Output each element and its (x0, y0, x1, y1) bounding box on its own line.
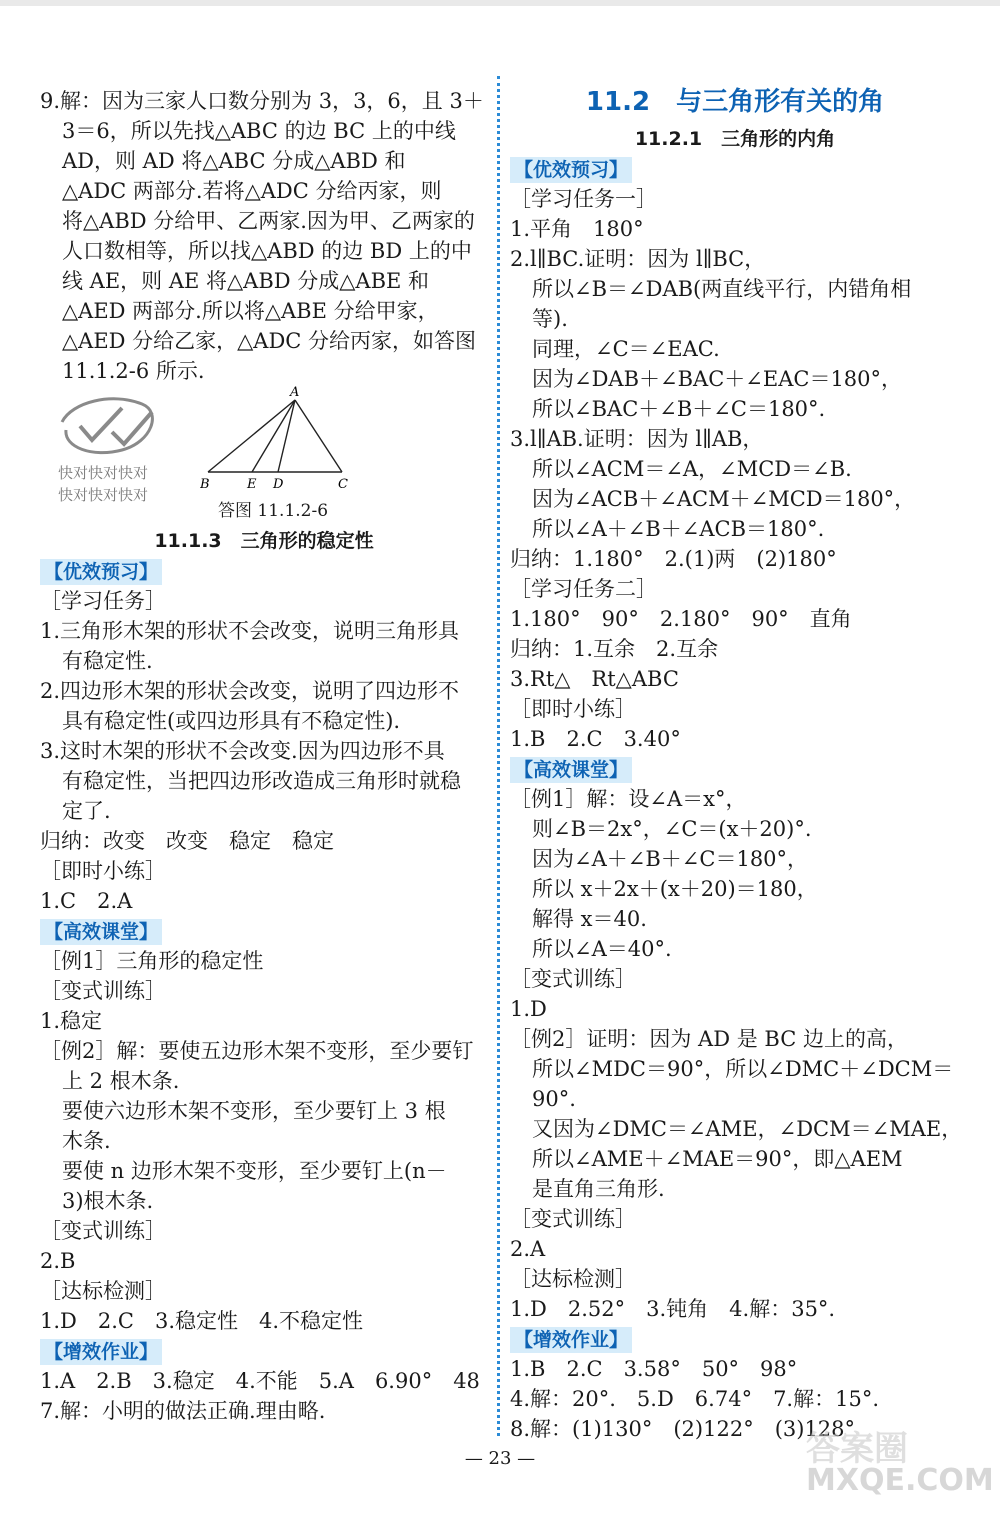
answer-line: ［学习任务一］ (510, 187, 657, 211)
vertex-label-d: D (273, 477, 284, 492)
page-number: — 23 — (464, 1448, 536, 1469)
answer-line: 1.D 2.52° 3.钝角 4.解：35°. (510, 1297, 836, 1321)
section-label-row (510, 1324, 960, 1354)
section-subheading: 11.1.3 三角形的稳定性 (154, 530, 374, 552)
section-label-row (40, 556, 488, 586)
answer-line: 归纳：1.180° 2.(1)两 (2)180° (510, 547, 837, 571)
left-answers (40, 556, 488, 1426)
section-label: 【高效课堂】 (510, 757, 632, 783)
answer-continuation: 定了. (62, 799, 111, 823)
answer-continuation: 因为∠A＋∠B＋∠C＝180°， (532, 847, 809, 871)
answer-line: ［例2］解：要使五边形木架不变形，至少要钉 (40, 1039, 474, 1063)
section-label-row (40, 1336, 488, 1366)
triangle-diagram (200, 386, 360, 494)
section-label: 【优效预习】 (510, 157, 632, 183)
answer-continuation: 所以∠A＝40°. (532, 937, 672, 961)
text-line: 线 AE，则 AE 将△ABD 分成△ABE 和 (62, 269, 430, 293)
answer-line: ［学习任务］ (40, 589, 166, 613)
answer-continuation: 则∠B＝2x°，∠C＝(x＋20)°. (532, 817, 812, 841)
answer-line: 3.这时木架的形状不会改变.因为四边形不具 (40, 739, 445, 763)
answer-continuation: 所以 x＋2x＋(x＋20)＝180， (532, 877, 818, 901)
answer-line: ［例1］三角形的稳定性 (40, 949, 264, 973)
column-divider (497, 76, 500, 1436)
text-line: 将△ABD 分给甲、乙两家.因为甲、乙两家的 (62, 209, 475, 233)
watermark (806, 1421, 994, 1501)
stamp-check-icon (52, 392, 172, 462)
answer-continuation: 所以∠A＋∠B＋∠ACB＝180°. (532, 517, 825, 541)
answer-line: 3.l∥AB.证明：因为 l∥AB， (510, 427, 764, 451)
vertex-label-a: A (290, 386, 300, 400)
answer-figure (40, 386, 488, 526)
text-line: △ADC 两部分.若将△ADC 分给丙家，则 (62, 179, 442, 203)
figure-caption: 答图 11.1.2-6 (218, 501, 329, 521)
answer-line: 1.D (510, 997, 547, 1021)
answer-line: 归纳：改变 改变 稳定 稳定 (40, 829, 334, 853)
scan-top-edge (0, 0, 1000, 6)
answer-line: 归纳：1.互余 2.互余 (510, 637, 719, 661)
text-line: △AED 分给乙家，△ADC 分给丙家，如答图 (62, 329, 477, 353)
answer-continuation: 因为∠DAB＋∠BAC＋∠EAC＝180°， (532, 367, 903, 391)
answer-continuation: 同理，∠C＝∠EAC. (532, 337, 720, 361)
answer-line: ［变式训练］ (510, 1207, 636, 1231)
answer-line: 1.三角形木架的形状不会改变，说明三角形具 (40, 619, 460, 643)
answer-line: 1.D 2.C 3.稳定性 4.不稳定性 (40, 1309, 364, 1333)
answer-continuation: 又因为∠DMC＝∠AME，∠DCM＝∠MAE， (532, 1117, 963, 1141)
section-label-row (510, 754, 960, 784)
answer-line: 1.B 2.C 3.58° 50° 98° (510, 1357, 798, 1381)
text-line: 9.解：因为三家人口数分别为 3，3，6，且 3＋ (40, 89, 484, 113)
answer-line: ［即时小练］ (510, 697, 636, 721)
answer-line: ［达标检测］ (510, 1267, 636, 1291)
stamp-line: 快对快对快对 (58, 486, 149, 504)
answer-line: 1.B 2.C 3.40° (510, 727, 681, 751)
watermark-url: MXQE.COM (806, 1463, 994, 1498)
answer-line: ［变式训练］ (40, 1219, 166, 1243)
answer-continuation: 等). (532, 307, 568, 331)
text-line: 11.1.2-6 所示. (62, 359, 205, 383)
left-column (40, 86, 488, 1426)
answer-line: ［即时小练］ (40, 859, 166, 883)
answer-line: 1.180° 90° 2.180° 90° 直角 (510, 607, 852, 631)
answer-line: ［达标检测］ (40, 1279, 166, 1303)
answer-continuation: 所以∠AME＋∠MAE＝90°，即△AEM (532, 1147, 903, 1171)
answer-line: 2.B (40, 1249, 76, 1273)
answer-line: 4.解：20°. 5.D 6.74° 7.解：15°. (510, 1387, 879, 1411)
answer-line: 1.C 2.A (40, 889, 133, 913)
answer-continuation: 是直角三角形. (532, 1177, 665, 1201)
answer-continuation: 有稳定性，当把四边形改造成三角形时就稳 (62, 769, 461, 793)
answer-line: ［例1］解：设∠A＝x°， (510, 787, 747, 811)
answer-continuation: 所以∠BAC＋∠B＋∠C＝180°. (532, 397, 826, 421)
answer-continuation: 所以∠ACM＝∠A，∠MCD＝∠B. (532, 457, 852, 481)
answer-continuation: 上 2 根木条. (62, 1069, 180, 1093)
vertex-label-c: C (338, 477, 348, 492)
answer-line: ［例2］证明：因为 AD 是 BC 边上的高， (510, 1027, 908, 1051)
problem-9-solution (40, 86, 488, 386)
answer-continuation: 具有稳定性(或四边形具有不稳定性). (62, 709, 401, 733)
vertex-label-b: B (200, 477, 210, 492)
answer-continuation: 所以∠MDC＝90°，所以∠DMC＋∠DCM＝ (532, 1057, 954, 1081)
section-label: 【增效作业】 (40, 1339, 162, 1365)
section-label: 【高效课堂】 (40, 919, 162, 945)
answer-line: 1.稳定 (40, 1009, 103, 1033)
section-label-row (510, 154, 960, 184)
stamp-line: 快对快对快对 (58, 464, 149, 482)
answer-continuation: 解得 x＝40. (532, 907, 647, 931)
answer-continuation: 木条. (62, 1129, 111, 1153)
answer-line: ［学习任务二］ (510, 577, 657, 601)
section-label: 【优效预习】 (40, 559, 162, 585)
right-answers (510, 154, 963, 1444)
answer-continuation: 因为∠ACB＋∠ACM＋∠MCD＝180°， (532, 487, 916, 511)
answer-line: 2.A (510, 1237, 546, 1261)
answer-line: 3.Rt△ Rt△ABC (510, 667, 679, 691)
answer-line: 1.A 2.B 3.稳定 4.不能 5.A 6.90° 48 (40, 1369, 480, 1393)
answer-continuation: 3)根木条. (62, 1189, 154, 1213)
watermark-logo-text: 答案圈 (806, 1429, 908, 1469)
answer-continuation: 有稳定性. (62, 649, 153, 673)
answer-line: 2.l∥BC.证明：因为 l∥BC， (510, 247, 766, 271)
answer-line: 1.平角 180° (510, 217, 644, 241)
text-line: 3＝6，所以先找△ABC 的边 BC 上的中线 (62, 119, 456, 143)
section-subheading: 11.2.1 三角形的内角 (634, 128, 836, 150)
answer-continuation: 要使 n 边形木架不变形，至少要钉上(n－ (62, 1159, 447, 1183)
right-column (510, 80, 963, 1444)
answer-line: 7.解：小明的做法正确.理由略. (40, 1399, 326, 1423)
chapter-heading: 11.2 与三角形有关的角 (585, 87, 885, 117)
vertex-label-e: E (247, 477, 257, 492)
text-line: 人口数相等，所以找△ABD 的边 BD 上的中 (62, 239, 472, 263)
text-line: △AED 两部分.所以将△ABE 分给甲家， (62, 299, 439, 323)
answer-line: 8.解：(1)130° (2)122° (3)128° (510, 1417, 856, 1441)
answer-line: ［变式训练］ (40, 979, 166, 1003)
answer-continuation: 要使六边形木架不变形，至少要钉上 3 根 (62, 1099, 446, 1123)
answer-continuation: 90°. (532, 1087, 576, 1111)
answer-line: ［变式训练］ (510, 967, 636, 991)
stamp-text (58, 462, 148, 506)
answer-continuation: 所以∠B＝∠DAB(两直线平行，内错角相 (532, 277, 912, 301)
section-label: 【增效作业】 (510, 1327, 632, 1353)
text-line: AD，则 AD 将△ABC 分成△ABD 和 (62, 149, 406, 173)
section-label-row (40, 916, 488, 946)
answer-line: 2.四边形木架的形状会改变，说明了四边形不 (40, 679, 460, 703)
